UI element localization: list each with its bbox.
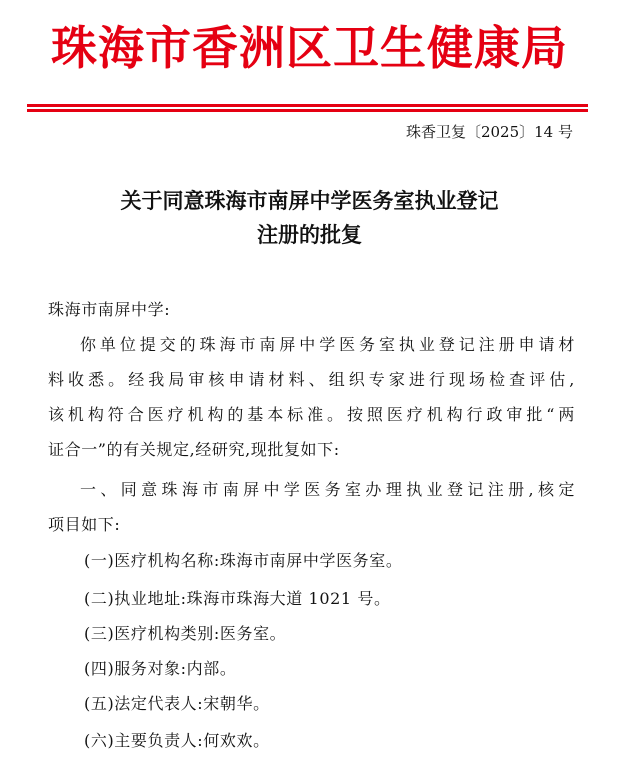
list-item-legal-representative: (五)法定代表人:宋朝华。 — [84, 694, 270, 713]
list-item-category: (三)医疗机构类别:医务室。 — [84, 624, 287, 643]
paragraph-1-line-2: 料收悉。经我局审核申请材料、组织专家进行现场检查评估, — [48, 370, 575, 389]
paragraph-1-line-4: 证合一”的有关规定,经研究,现批复如下: — [48, 440, 340, 459]
list-item-institution-name: (一)医疗机构名称:珠海市南屏中学医务室。 — [84, 551, 403, 570]
list-item-address: (二)执业地址:珠海市珠海大道 1021 号。 — [84, 589, 391, 608]
addressee: 珠海市南屏中学: — [48, 300, 171, 319]
paragraph-1-line-3: 该机构符合医疗机构的基本标准。按照医疗机构行政审批“两 — [48, 405, 575, 424]
list-item-principal: (六)主要负责人:何欢欢。 — [84, 731, 270, 750]
document-title-line-1: 关于同意珠海市南屏中学医务室执业登记 — [120, 189, 499, 213]
paragraph-2-line-1: 一、同意珠海市南屏中学医务室办理执业登记注册,核定 — [80, 480, 575, 499]
letterhead-agency-name: 珠海市香洲区卫生健康局 — [51, 21, 568, 75]
letterhead-red-rule-bottom — [27, 109, 588, 112]
document-title-line-2: 注册的批复 — [257, 223, 362, 247]
document-number: 珠香卫复〔2025〕14 号 — [405, 123, 573, 141]
paragraph-1-line-1: 你单位提交的珠海市南屏中学医务室执业登记注册申请材 — [80, 335, 575, 354]
paragraph-2-line-2: 项目如下: — [48, 515, 121, 534]
list-item-service-target: (四)服务对象:内部。 — [84, 659, 237, 678]
letterhead-red-rule-top — [27, 104, 588, 107]
